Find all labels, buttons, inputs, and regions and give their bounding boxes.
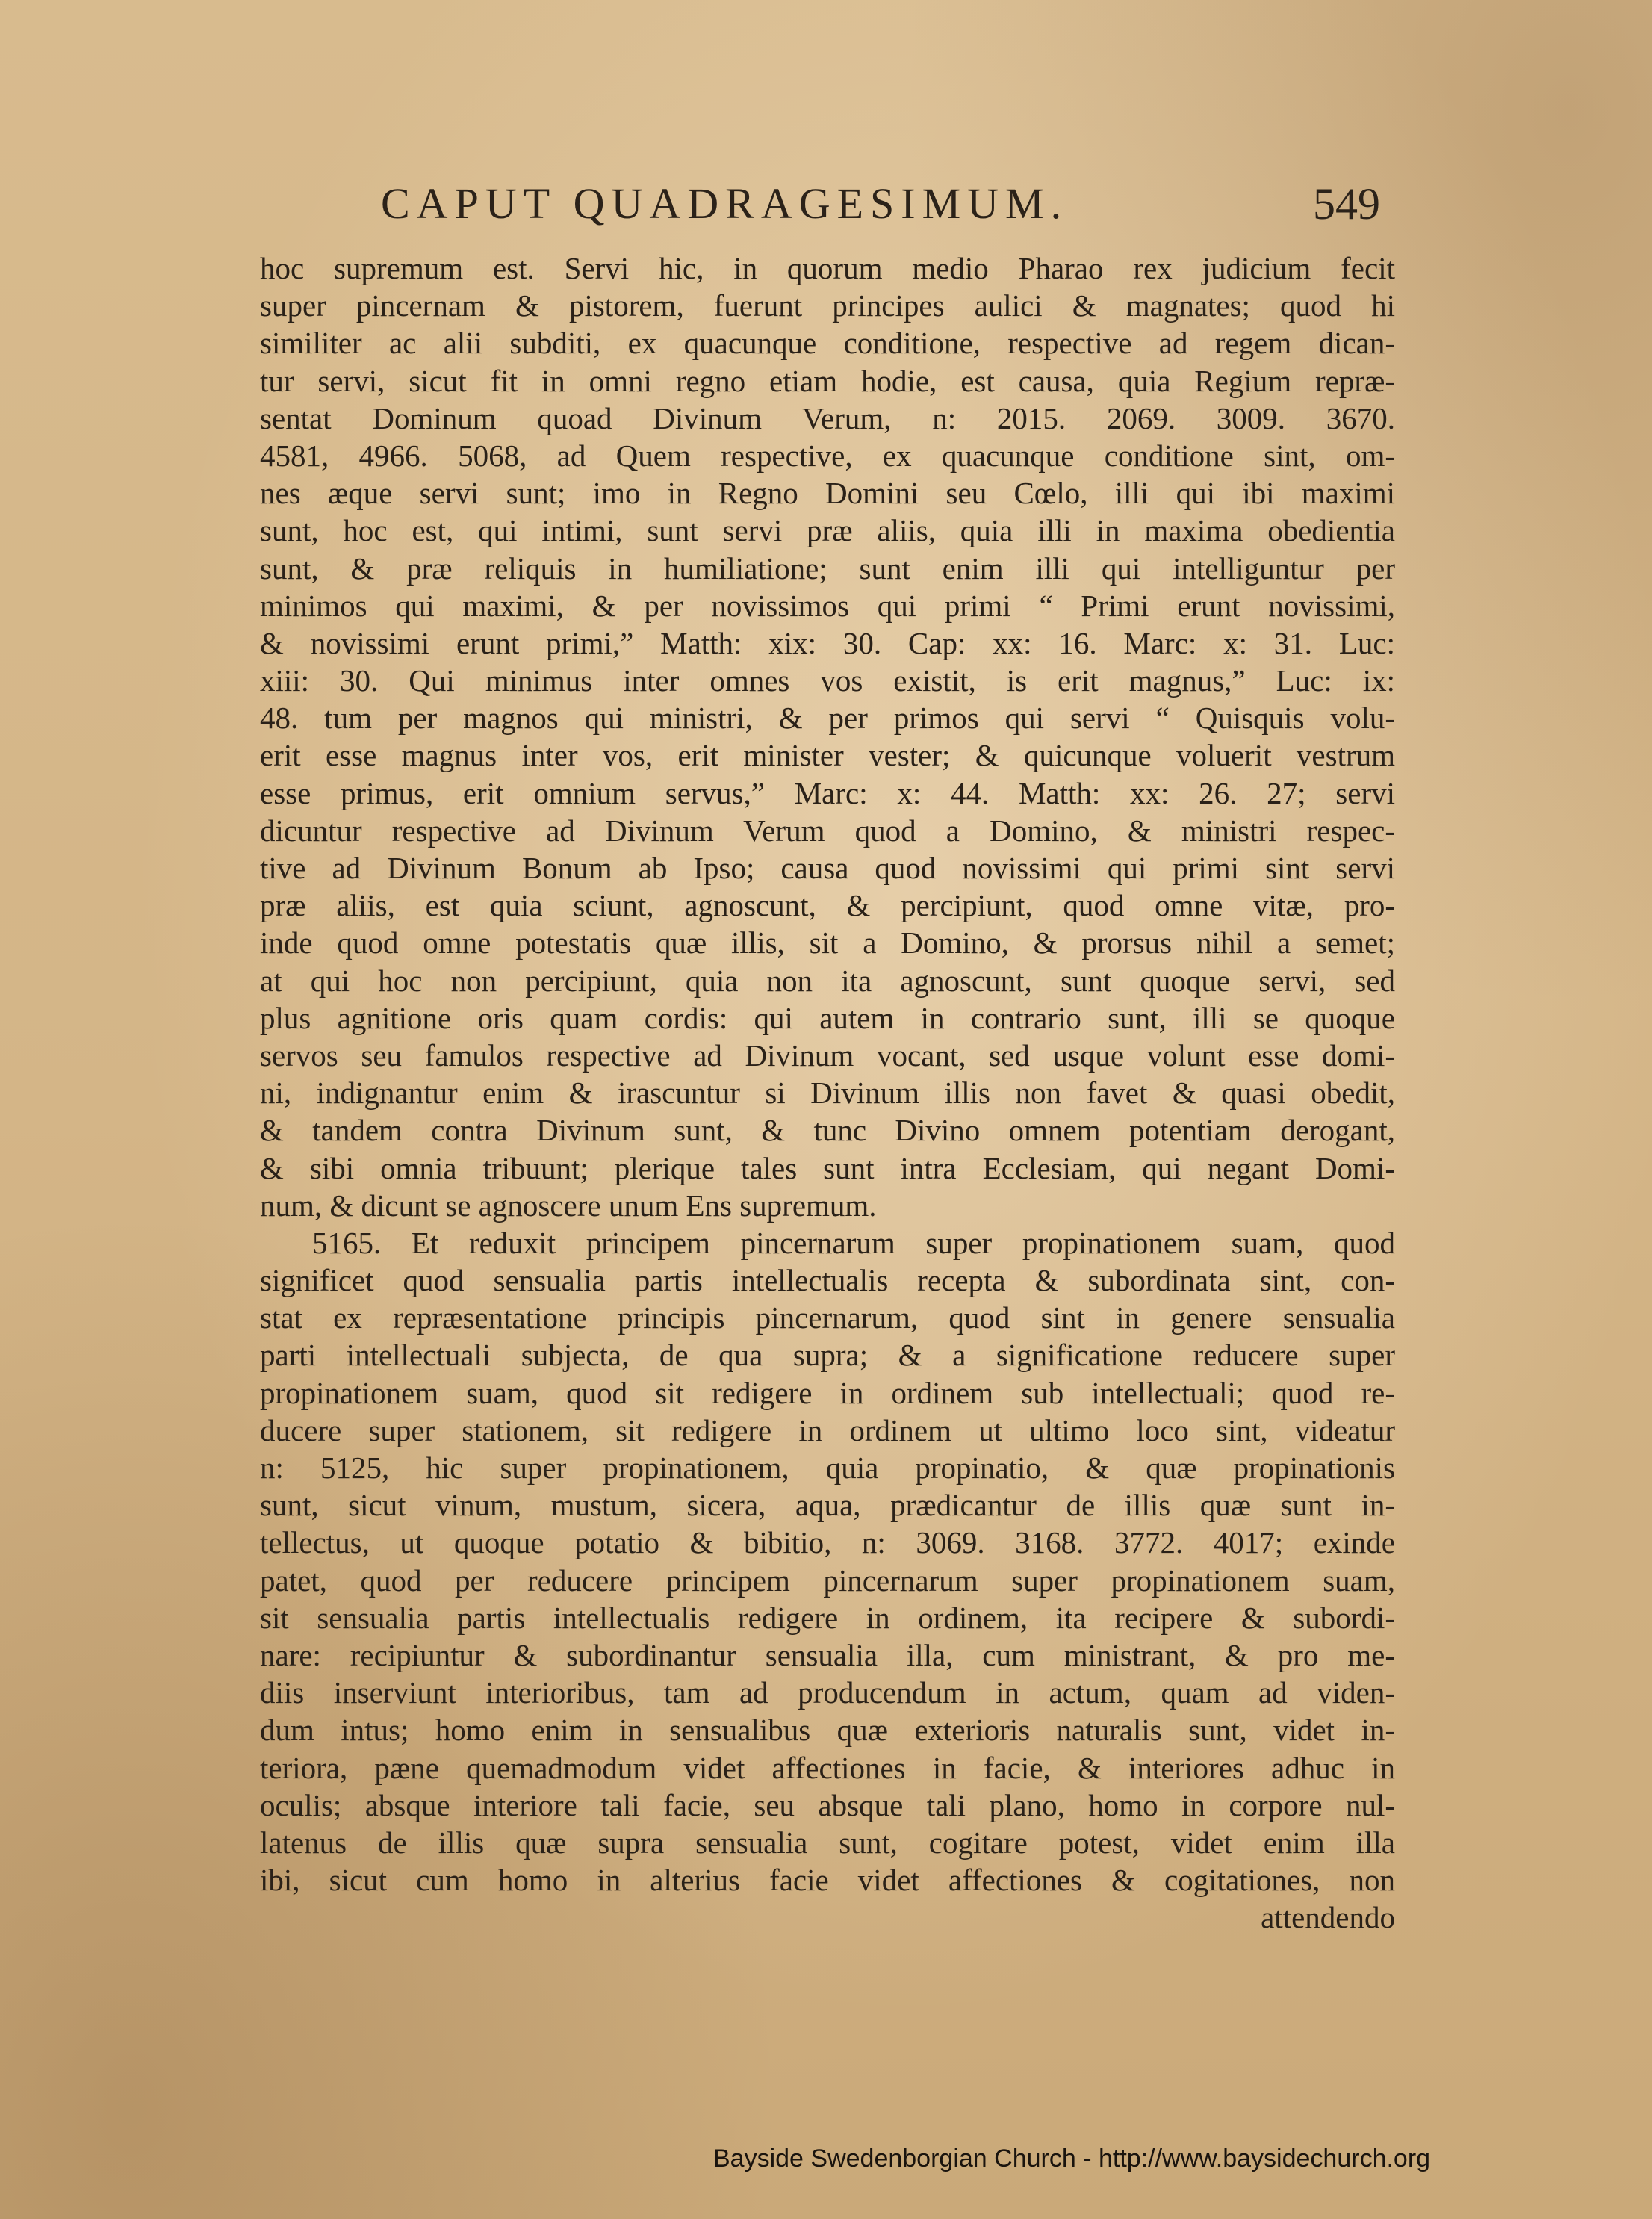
body-text — [260, 249, 1395, 1936]
paragraph-start-line: 5165. Et reduxit principem pincernarum super propinationem suam, quod — [312, 1225, 1395, 1260]
text-line: nes æque servi sunt; imo in Regno Domini seu Cœlo, illi qui ibi maximi — [260, 476, 1395, 511]
text-line: tive ad Divinum Bonum ab Ipso; causa quod novissimi qui primi sint servi — [260, 851, 1395, 885]
text-line: patet, quod per reducere principem pincernarum super propinationem suam, — [260, 1562, 1395, 1598]
text-line: dum intus; homo enim in sensualibus quæ exterioris naturalis sunt, videt in- — [260, 1713, 1395, 1748]
paragraph-end-line: num, & dicunt se agnoscere unum Ens supremum. — [260, 1188, 877, 1223]
text-line: parti intellectuali subjecta, de qua supra; & a significatione reducere super — [260, 1338, 1395, 1373]
text-line: significet quod sensualia partis intellectualis recepta & subordinata sint, con- — [260, 1263, 1395, 1298]
text-line: 48. tum per magnos qui ministri, & per primos qui servi “ Quisquis volu- — [260, 701, 1395, 736]
text-line: ni, indignantur enim & irascuntur si Divinum illis non favet & quasi obedit, — [260, 1076, 1395, 1111]
text-line: servos seu famulos respective ad Divinum vocant, sed usque volunt esse domi- — [260, 1037, 1395, 1073]
text-line: esse primus, erit omnium servus,” Marc: x: 44. Matth: xx: 26. 27; servi — [260, 775, 1395, 810]
running-title: CAPUT QUADRAGESIMUM. — [381, 179, 1069, 228]
site-credit: Bayside Swedenborgian Church - http://www.baysidechurch.org — [713, 2144, 1431, 2173]
text-line: & tandem contra Divinum sunt, & tunc Divino omnem potentiam derogant, — [260, 1113, 1395, 1148]
text-line: sit sensualia partis intellectualis redigere in ordinem, ita recipere & subordi- — [260, 1600, 1395, 1635]
text-line: sunt, sicut vinum, mustum, sicera, aqua, prædicantur de illis quæ sunt in- — [260, 1488, 1395, 1523]
text-line: inde quod omne potestatis quæ illis, sit a Domino, & prorsus nihil a semet; — [260, 925, 1395, 960]
page-number: 549 — [1313, 179, 1380, 229]
text-line: & novissimi erunt primi,” Matth: xix: 30. Cap: xx: 16. Marc: x: 31. Luc: — [260, 625, 1395, 660]
text-line: 4581, 4966. 5068, ad Quem respective, ex quacunque conditione sint, om- — [260, 438, 1395, 473]
text-line: dicuntur respective ad Divinum Verum quod a Domino, & ministri respec- — [260, 813, 1395, 848]
text-line: & sibi omnia tribuunt; plerique tales sunt intra Ecclesiam, qui negant Domi- — [260, 1150, 1395, 1185]
text-line: plus agnitione oris quam cordis: qui autem in contrario sunt, illi se quoque — [260, 1000, 1395, 1035]
text-line: at qui hoc non percipiunt, quia non ita agnoscunt, sunt quoque servi, sed — [260, 963, 1395, 998]
text-line: ducere super stationem, sit redigere in ordinem ut ultimo loco sint, videatur — [260, 1412, 1395, 1447]
text-line: minimos qui maximi, & per novissimos qui primi “ Primi erunt novissimi, — [260, 588, 1395, 623]
text-line: ibi, sicut cum homo in alterius facie videt affectiones & cogitationes, non — [260, 1863, 1395, 1898]
text-line: n: 5125, hic super propinationem, quia propinatio, & quæ propinationis — [260, 1450, 1395, 1485]
text-line: similiter ac alii subditi, ex quacunque conditione, respective ad regem dican- — [260, 326, 1395, 361]
text-line: tur servi, sicut fit in omni regno etiam hodie, est causa, quia Regium repræ- — [260, 363, 1395, 398]
text-line: sunt, & præ reliquis in humiliatione; sunt enim illi qui intelliguntur per — [260, 550, 1395, 586]
text-line: sentat Dominum quoad Divinum Verum, n: 2015. 2069. 3009. 3670. — [260, 400, 1395, 435]
text-line: nare: recipiuntur & subordinantur sensualia illa, cum ministrant, & pro me- — [260, 1637, 1395, 1672]
text-line: hoc supremum est. Servi hic, in quorum medio Pharao rex judicium fecit — [260, 251, 1395, 285]
text-line: præ aliis, est quia sciunt, agnoscunt, & percipiunt, quod omne vitæ, pro- — [260, 888, 1395, 923]
text-line: sunt, hoc est, qui intimi, sunt servi præ aliis, quia illi in maxima obedientia — [260, 513, 1395, 548]
text-line: tellectus, ut quoque potatio & bibitio, n: 3069. 3168. 3772. 4017; exinde — [260, 1525, 1395, 1560]
catchword: attendendo — [1261, 1900, 1395, 1935]
text-line: latenus de illis quæ supra sensualia sunt, cogitare potest, videt enim illa — [260, 1825, 1395, 1860]
text-line: super pincernam & pistorem, fuerunt principes aulici & magnates; quod hi — [260, 288, 1395, 323]
text-line: diis inserviunt interioribus, tam ad producendum in actum, quam ad viden- — [260, 1675, 1395, 1710]
text-line: oculis; absque interiore tali facie, seu absque tali plano, homo in corpore nul- — [260, 1787, 1395, 1822]
text-line: propinationem suam, quod sit redigere in ordinem sub intellectuali; quod re- — [260, 1375, 1395, 1410]
text-line: stat ex repræsentatione principis pincernarum, quod sint in genere sensualia — [260, 1300, 1395, 1335]
text-line: xiii: 30. Qui minimus inter omnes vos existit, is erit magnus,” Luc: ix: — [260, 663, 1395, 698]
text-line: erit esse magnus inter vos, erit minister vester; & quicunque voluerit vestrum — [260, 738, 1395, 773]
text-line: teriora, pæne quemadmodum videt affectiones in facie, & interiores adhuc in — [260, 1750, 1395, 1785]
